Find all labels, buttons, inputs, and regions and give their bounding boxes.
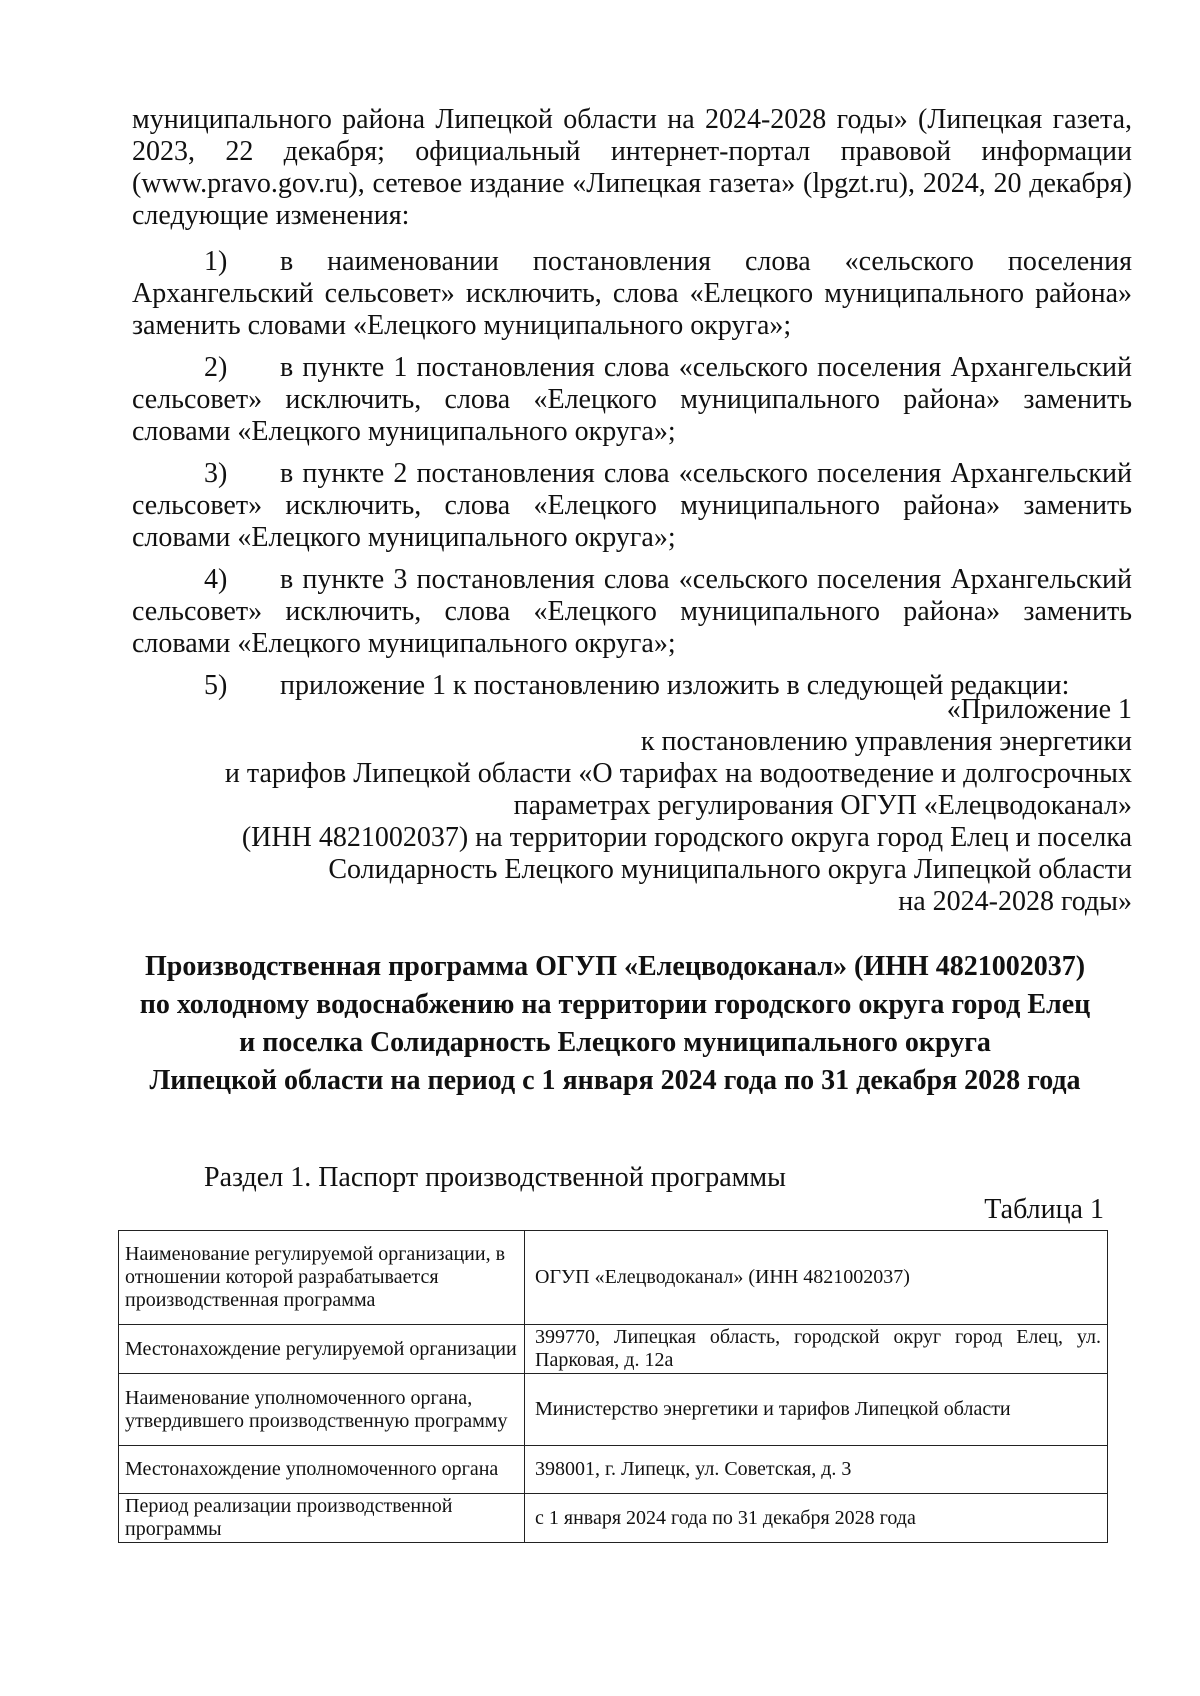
table-cell-label: Наименование регулируемой организации, в отношении которой разрабатывается производственная программа: [119, 1231, 525, 1325]
appendix-line: параметрах регулирования ОГУП «Елецводоканал»: [513, 790, 1132, 821]
title-line: Производственная программа ОГУП «Елецводоканал» (ИНН 4821002037): [144, 951, 1086, 982]
item-text: в пункте 1 постановления слова «сельского поселения Архангельский сельсовет» исключить, слова «Елецкого муниципального района» заменить словами «Елецкого муниципального округа»;: [132, 352, 1132, 447]
program-title: [110, 948, 1120, 1100]
item-text: приложение 1 к постановлению изложить в следующей редакции:: [280, 670, 1070, 701]
item-text: в наименовании постановления слова «сельского поселения Архангельский сельсовет» исключить, слова «Елецкого муниципального района» заменить словами «Елецкого муниципального округа»;: [132, 246, 1132, 341]
table-cell-label: Наименование уполномоченного органа, утвердившего производственную программу: [119, 1374, 525, 1446]
table-row: [119, 1446, 1108, 1494]
amendment-list: [132, 246, 1132, 712]
table-cell-value: 398001, г. Липецк, ул. Советская, д. 3: [525, 1446, 1108, 1494]
appendix-line: Солидарность Елецкого муниципального округа Липецкой области: [328, 854, 1132, 885]
table-cell-value: с 1 января 2024 года по 31 декабря 2028 года: [525, 1494, 1108, 1543]
appendix-line: к постановлению управления энергетики: [640, 726, 1132, 757]
appendix-line: (ИНН 4821002037) на территории городского округа город Елец и поселка: [241, 822, 1132, 853]
table-cell-label: Период реализации производственной программы: [119, 1494, 525, 1543]
table-cell-value: 399770, Липецкая область, городской округ город Елец, ул. Парковая, д. 12а: [525, 1325, 1108, 1374]
title-line: по холодному водоснабжению на территории городского округа город Елец: [139, 989, 1091, 1020]
item-number: 1): [204, 246, 228, 277]
list-item: [132, 564, 1132, 660]
passport-table: [118, 1230, 1108, 1543]
list-item: [132, 246, 1132, 342]
table-row: [119, 1494, 1108, 1543]
item-number: 4): [204, 564, 228, 595]
title-line: и поселка Солидарность Елецкого муниципального округа: [239, 1027, 991, 1058]
appendix-line: и тарифов Липецкой области «О тарифах на водоотведение и долгосрочных: [224, 758, 1132, 789]
item-text: в пункте 2 постановления слова «сельского поселения Архангельский сельсовет» исключить, слова «Елецкого муниципального района» заменить словами «Елецкого муниципального округа»;: [132, 458, 1132, 553]
item-number: 2): [204, 352, 228, 383]
section-heading: Раздел 1. Паспорт производственной программы: [204, 1162, 786, 1193]
table-cell-label: Местонахождение уполномоченного органа: [119, 1446, 525, 1494]
item-number: 5): [204, 670, 228, 701]
title-line: Липецкой области на период с 1 января 2024 года по 31 декабря 2028 года: [149, 1065, 1081, 1096]
appendix-header: [180, 694, 1132, 918]
table-cell-value: Министерство энергетики и тарифов Липецкой области: [525, 1374, 1108, 1446]
intro-paragraph: муниципального района Липецкой области на 2024-2028 годы» (Липецкая газета, 2023, 22 декабря; официальный интернет-портал правовой информации (www.pravo.gov.ru), сетевое издание «Липецкая газета» (lpgzt.ru), 2024, 20 декабря) следующие изменения:: [132, 104, 1132, 231]
table-row: [119, 1325, 1108, 1374]
table-row: [119, 1231, 1108, 1325]
table-cell-value: ОГУП «Елецводоканал» (ИНН 4821002037): [525, 1231, 1108, 1325]
list-item: [132, 458, 1132, 554]
item-number: 3): [204, 458, 228, 489]
table-row: [119, 1374, 1108, 1446]
item-text: в пункте 3 постановления слова «сельского поселения Архангельский сельсовет» исключить, слова «Елецкого муниципального района» заменить словами «Елецкого муниципального округа»;: [132, 564, 1132, 659]
table-cell-label: Местонахождение регулируемой организации: [119, 1325, 525, 1374]
appendix-line: «Приложение 1: [946, 694, 1132, 725]
list-item: [132, 352, 1132, 448]
appendix-line: на 2024-2028 годы»: [898, 886, 1132, 917]
table-label: Таблица 1: [984, 1194, 1104, 1225]
